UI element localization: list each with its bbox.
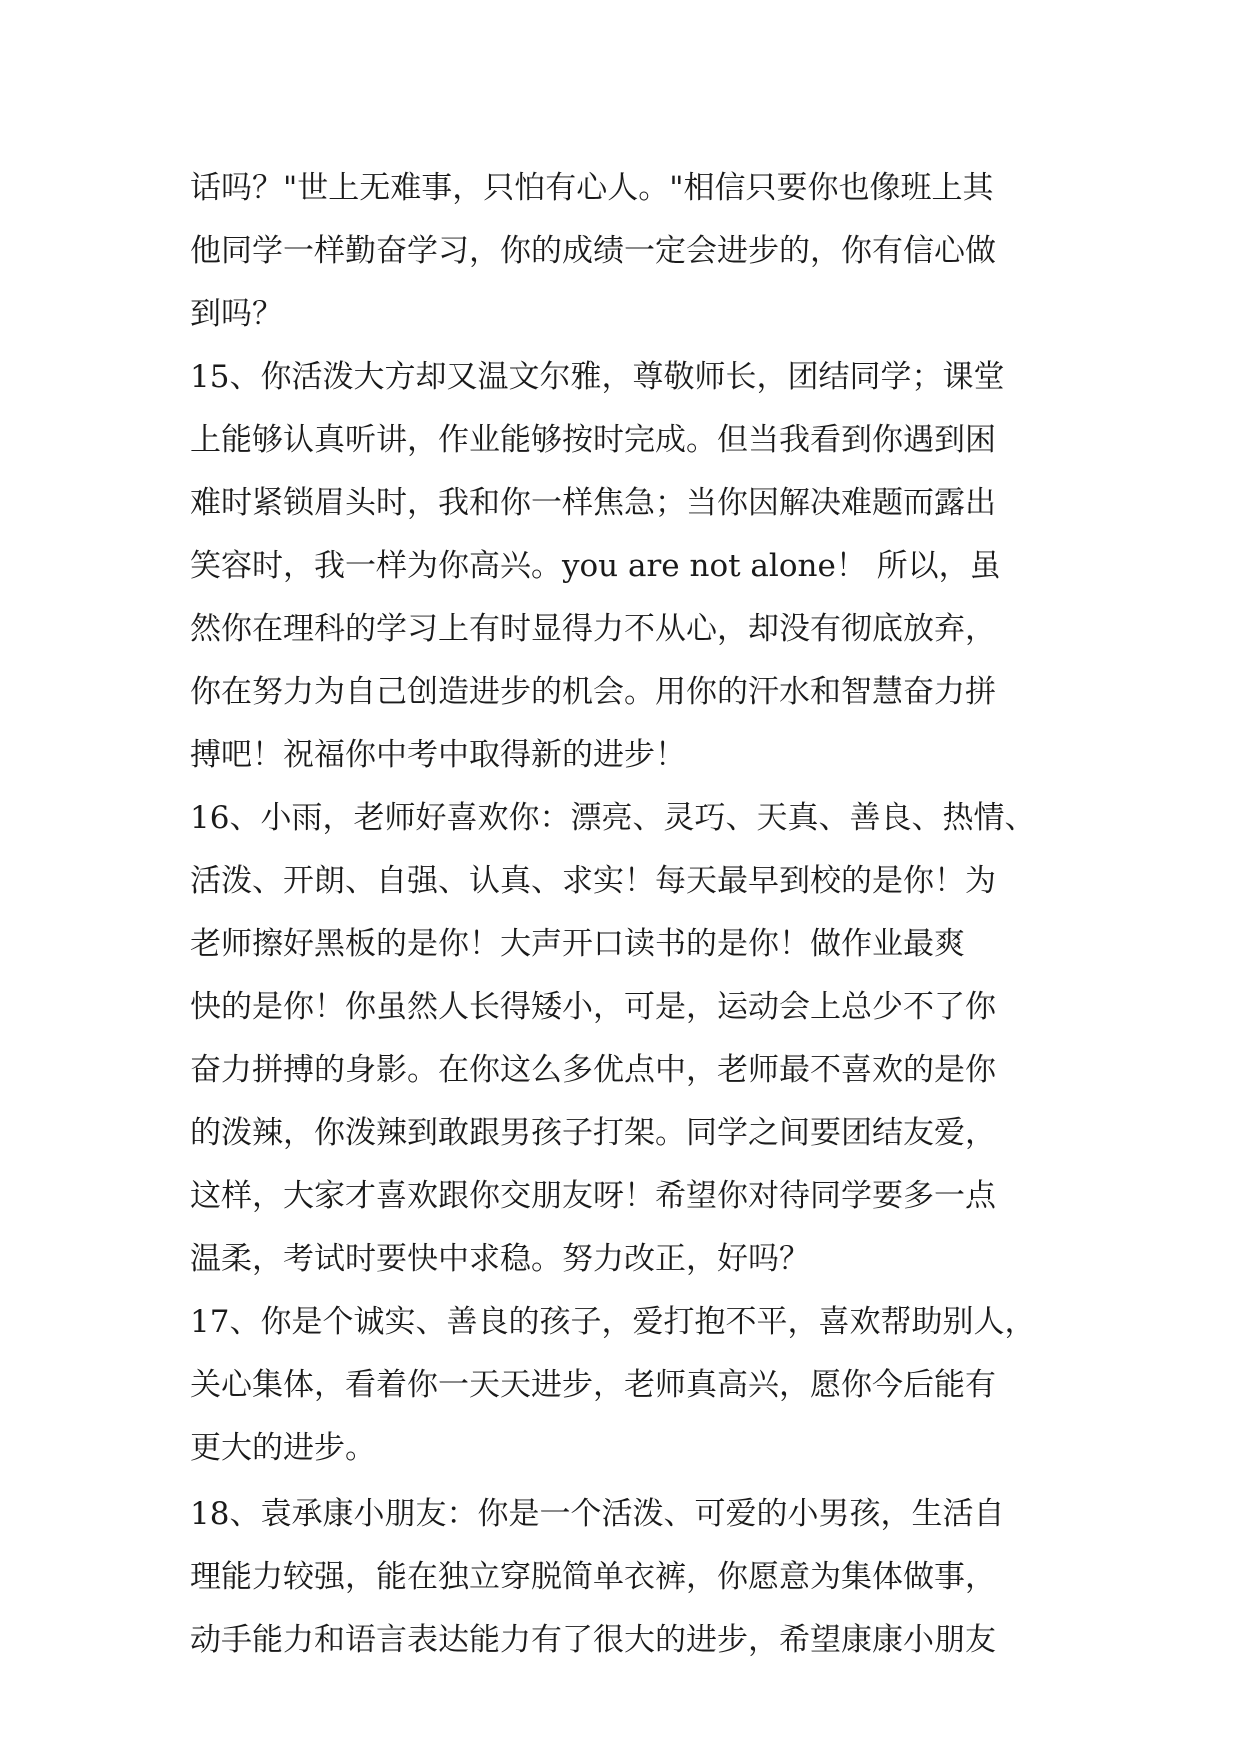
text-line: 难时紧锁眉头时，我和你一样焦急；当你因解决难题而露出 bbox=[190, 485, 996, 521]
text-line: 你在努力为自己创造进步的机会。用你的汗水和智慧奋力拼 bbox=[190, 674, 996, 710]
text-line: 到吗？ bbox=[190, 296, 283, 332]
text-line: 上能够认真听讲，作业能够按时完成。但当我看到你遇到困 bbox=[190, 422, 996, 458]
text-line: 笑容时，我一样为你高兴。you are not alone！ 所以，虽 bbox=[190, 548, 1001, 584]
text-line: 理能力较强，能在独立穿脱简单衣裤，你愿意为集体做事， bbox=[190, 1559, 996, 1595]
text-line: 动手能力和语言表达能力有了很大的进步，希望康康小朋友 bbox=[190, 1622, 996, 1658]
text-line: 然你在理科的学习上有时显得力不从心，却没有彻底放弃， bbox=[190, 611, 996, 647]
text-line: 16、小雨，老师好喜欢你：漂亮、灵巧、天真、善良、热情、 bbox=[190, 800, 1036, 836]
text-line: 的泼辣，你泼辣到敢跟男孩子打架。同学之间要团结友爱， bbox=[190, 1115, 996, 1151]
text-line: 这样，大家才喜欢跟你交朋友呀！希望你对待同学要多一点 bbox=[190, 1178, 996, 1214]
body-text bbox=[190, 157, 1070, 1672]
text-line: 老师擦好黑板的是你！大声开口读书的是你！做作业最爽 bbox=[190, 926, 965, 962]
text-line: 关心集体，看着你一天天进步，老师真高兴，愿你今后能有 bbox=[190, 1367, 996, 1403]
text-line: 15、你活泼大方却又温文尔雅，尊敬师长，团结同学；课堂 bbox=[190, 359, 1005, 395]
text-line: 快的是你！你虽然人长得矮小，可是，运动会上总少不了你 bbox=[190, 989, 996, 1025]
text-line: 温柔，考试时要快中求稳。努力改正，好吗？ bbox=[190, 1241, 810, 1277]
text-line: 活泼、开朗、自强、认真、求实！每天最早到校的是你！为 bbox=[190, 863, 996, 899]
text-line: 17、你是个诚实、善良的孩子，爱打抱不平，喜欢帮助别人， bbox=[190, 1304, 1036, 1340]
text-line: 18、袁承康小朋友：你是一个活泼、可爱的小男孩，生活自 bbox=[190, 1496, 1005, 1532]
text-line: 话吗？"世上无难事，只怕有心人。"相信只要你也像班上其 bbox=[190, 170, 994, 206]
text-line: 更大的进步。 bbox=[190, 1430, 376, 1466]
text-line: 搏吧！祝福你中考中取得新的进步！ bbox=[190, 737, 686, 773]
text-line: 奋力拼搏的身影。在你这么多优点中，老师最不喜欢的是你 bbox=[190, 1052, 996, 1088]
text-line: 他同学一样勤奋学习，你的成绩一定会进步的，你有信心做 bbox=[190, 233, 996, 269]
